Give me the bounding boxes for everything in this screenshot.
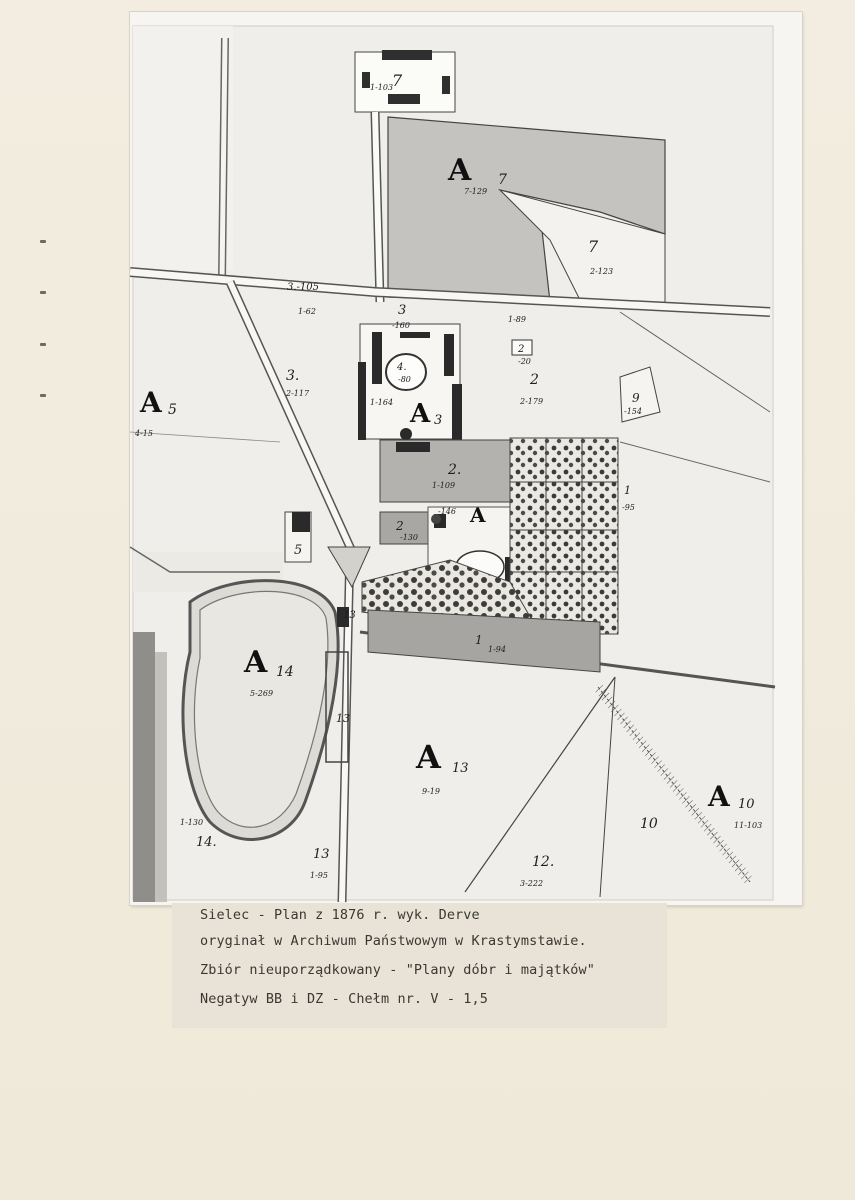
parcel-sub: 13	[452, 761, 469, 776]
parcel-area: 1-94	[488, 645, 506, 654]
map-photograph	[130, 12, 802, 905]
parcel-code-A10: A	[708, 780, 730, 813]
road-number: 13	[343, 610, 356, 621]
parcel-number: 13	[313, 847, 330, 862]
parcel-area: 1-130	[180, 818, 204, 827]
edge-mark	[40, 240, 46, 243]
parcel-area: 1-164	[370, 398, 394, 407]
parcel-area: 2-123	[590, 267, 614, 276]
parcel-code-garden: A	[470, 503, 486, 527]
edge-mark	[40, 394, 46, 397]
parcel-number: 3.	[286, 368, 300, 384]
parcel-area: -160	[392, 321, 410, 330]
parcel-sub: 7	[498, 172, 507, 188]
estate-plan-map	[130, 12, 802, 905]
parcel-area: 1-103	[370, 83, 394, 92]
parcel-code-A7: A	[448, 153, 472, 188]
parcel-number: 12.	[532, 854, 555, 870]
edge-mark	[40, 291, 46, 294]
parcel-area: -130	[400, 533, 418, 542]
parcel-area: 1-62	[298, 307, 316, 316]
parcel-area: 2-179	[520, 397, 544, 406]
parcel-number: 1	[624, 484, 631, 497]
parcel-sub: 10	[738, 797, 755, 812]
parcel-code-A5: A	[140, 386, 162, 419]
parcel-number: 3	[398, 303, 407, 318]
parcel-code-A14: A	[244, 645, 268, 680]
parcel-sub: 14	[276, 664, 294, 680]
caption-line-2: oryginał w Archiwum Państwowym w Krastymstawie.	[200, 933, 587, 949]
parcel-number: 7	[588, 237, 599, 256]
parcel-area: 1-89	[508, 315, 526, 324]
parcel-code-A3: A	[410, 399, 431, 429]
parcel-area: -20	[518, 357, 531, 366]
parcel-area: -154	[624, 407, 642, 416]
parcel-area: 7-129	[464, 187, 488, 196]
parcel-area: 2-117	[286, 389, 310, 398]
parcel-area: 9-19	[422, 787, 440, 796]
caption-card	[172, 903, 667, 1028]
parcel-area: 1-95	[310, 871, 328, 880]
edge-mark	[40, 343, 46, 346]
parcel-code-A13: A	[416, 738, 441, 776]
parcel-number: 10	[640, 816, 658, 832]
parcel-number: 4.	[397, 362, 407, 373]
parcel-area: 1-109	[432, 481, 456, 490]
parcel-area: 4-15	[135, 429, 153, 438]
parcel-area: -95	[622, 503, 635, 512]
parcel-number: 2	[396, 519, 404, 533]
parcel-sub: 5	[168, 402, 177, 418]
parcel-number: 2.	[448, 462, 462, 478]
caption-line-4: Negatyw BB i DZ - Chełm nr. V - 1,5	[200, 991, 488, 1007]
parcel-number: 9	[632, 391, 640, 405]
parcel-area: 11-103	[734, 821, 763, 830]
caption-line-1: Sielec - Plan z 1876 r. wyk. Derve	[200, 907, 480, 923]
parcel-number: 1	[475, 633, 483, 647]
parcel-number: 5	[294, 543, 303, 558]
caption-line-3: Zbiór nieuporządkowany - "Plany dóbr i majątków"	[200, 962, 595, 978]
parcel-number: 7	[392, 71, 403, 90]
bridge-number: 13	[336, 712, 350, 725]
parcel-number: 2	[530, 372, 539, 388]
parcel-sub: 3	[434, 413, 443, 428]
parcel-area: 5-269	[250, 689, 274, 698]
parcel-area: -80	[398, 375, 411, 384]
parcel-area: 3-222	[520, 879, 544, 888]
parcel-number: 14.	[196, 835, 217, 850]
parcel-area: -146	[438, 507, 456, 516]
parcel-number: 2	[518, 344, 525, 355]
parcel-label: 3.-105	[287, 282, 320, 293]
